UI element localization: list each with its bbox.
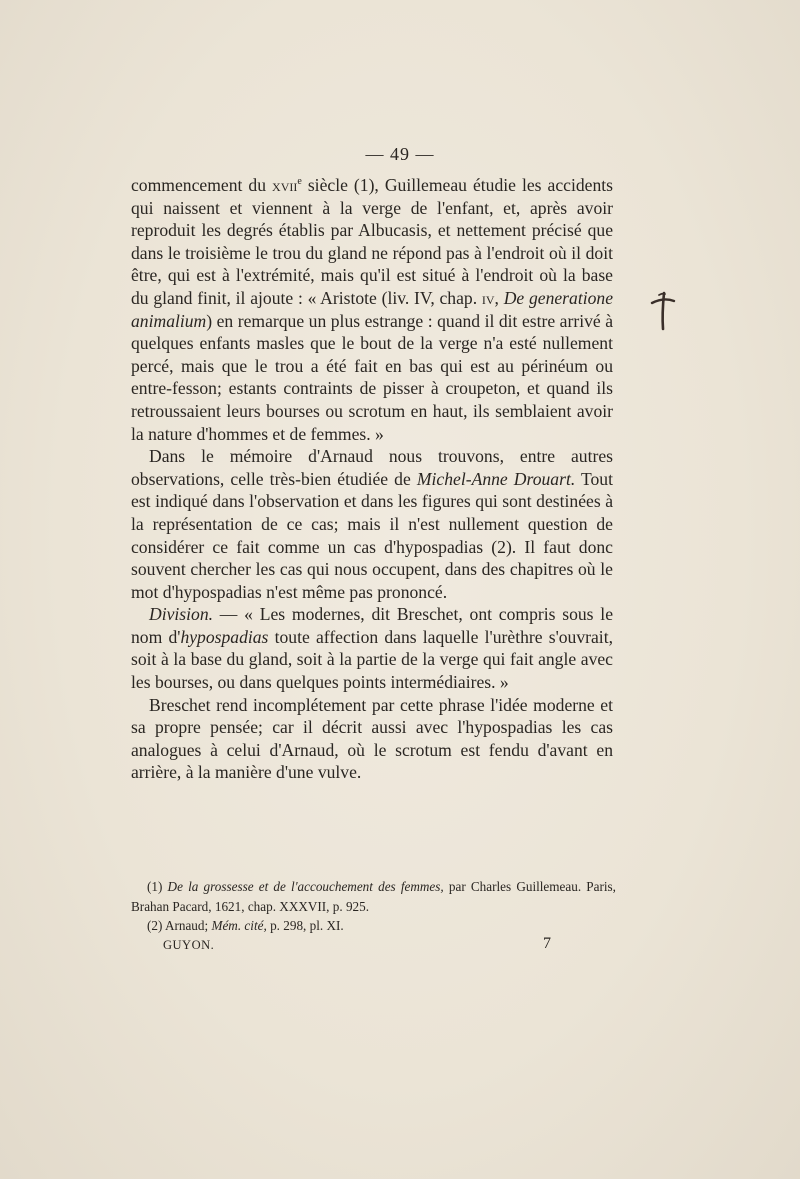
author-signature: GUYON.: [163, 937, 215, 952]
p1-text-b: siècle (1), Guillemeau étudie les accidents qui naissent et viennent à la verge de l'enfant, et, après avoir reproduit les degrés établis par Albucasis, et nettement précisé que dans le troisième le trou du gland ne répond pas à l'endroit où il doit être, qui est à l'extrémité, mais qu'il est situé à l'endroit où la base du gland finit, il ajoute : « Aristote (liv. IV, chap.: [131, 175, 613, 308]
paragraph-2: [131, 445, 613, 603]
footnote-1-title: De la grossesse et de l'accouchement des femmes,: [167, 879, 444, 894]
aristotle-title: De generatione animalium: [131, 287, 614, 331]
patient-name: Michel-Anne Drouart.: [416, 468, 576, 489]
chapter-numeral: iv: [481, 287, 495, 308]
footnote-2-marker: (2) Arnaud;: [147, 918, 212, 933]
p1-text-d: ) en remarque un plus estrange : quand il dit estre arrivé à quelques enfants masles que le bout de la verge n'a esté nullement percé, mais que le trou a été fait en bas qui est au périnéum ou entre-fesson; estants contraints de pisser à croupeton, et quand ils retroussaient leurs bourses ou scrotum en haut, ils semblaient avoir la nature d'hommes et de femmes. »: [131, 310, 613, 444]
paragraph-3: [131, 603, 613, 693]
p3-text-a: — « Les modernes, dit Breschet, ont compris sous le nom d': [131, 604, 613, 647]
p1-text-a: commencement du: [131, 175, 273, 195]
division-heading: Division.: [149, 604, 214, 625]
signature-row: [131, 936, 616, 956]
p1-text-c: ,: [494, 287, 504, 308]
body-text: [131, 174, 613, 784]
p2-text-b: Tout est indiqué dans l'observation et dans les figures qui sont destinées à la représentation de ce cas; mais il n'est nullement question de considérer ce fait comme un cas d'hypospadias (2). Il faut donc souvent chercher les cas qui nous occupent, dans des chapitres où le mot d'hypospadias n'est même pas prononcé.: [131, 468, 613, 602]
sheet-signature: 7: [543, 934, 551, 952]
footnote-1-rest: par Charles Guillemeau. Paris, Brahan Pacard, 1621, chap. XXXVII, p. 925.: [131, 879, 616, 914]
paragraph-1: [131, 174, 613, 445]
p3-text-b: toute affection dans laquelle l'urèthre s'ouvrait, soit à la base du gland, soit à la partie de la verge qui fait angle avec les bourses, ou dans quelques points intermédiaires. »: [131, 626, 613, 693]
paragraph-4: Breschet rend incomplétement par cette phrase l'idée moderne et sa propre pensée; car il décrit aussi avec l'hypospadias les cas analogues à celui d'Arnaud, où le scrotum est fendu d'avant en arrière, à la manière d'une vulve.: [131, 694, 613, 783]
hypospadias-term: hypospadias: [180, 626, 269, 647]
p2-text-a: Dans le mémoire d'Arnaud nous trouvons, entre autres observations, celle très-bien étudiée de: [131, 446, 613, 489]
footnote-1: [131, 877, 616, 916]
margin-annotation-mark: [650, 289, 676, 333]
century-numeral: xvii: [272, 175, 298, 195]
footnotes: [131, 877, 616, 956]
page-number: — 49 —: [365, 144, 435, 164]
footnote-2-rest: p. 298, pl. XI.: [266, 918, 344, 933]
footnote-1-marker: (1): [147, 879, 168, 894]
century-superscript: e: [297, 176, 302, 188]
footnote-2-ref: Mém. cité,: [211, 918, 267, 933]
